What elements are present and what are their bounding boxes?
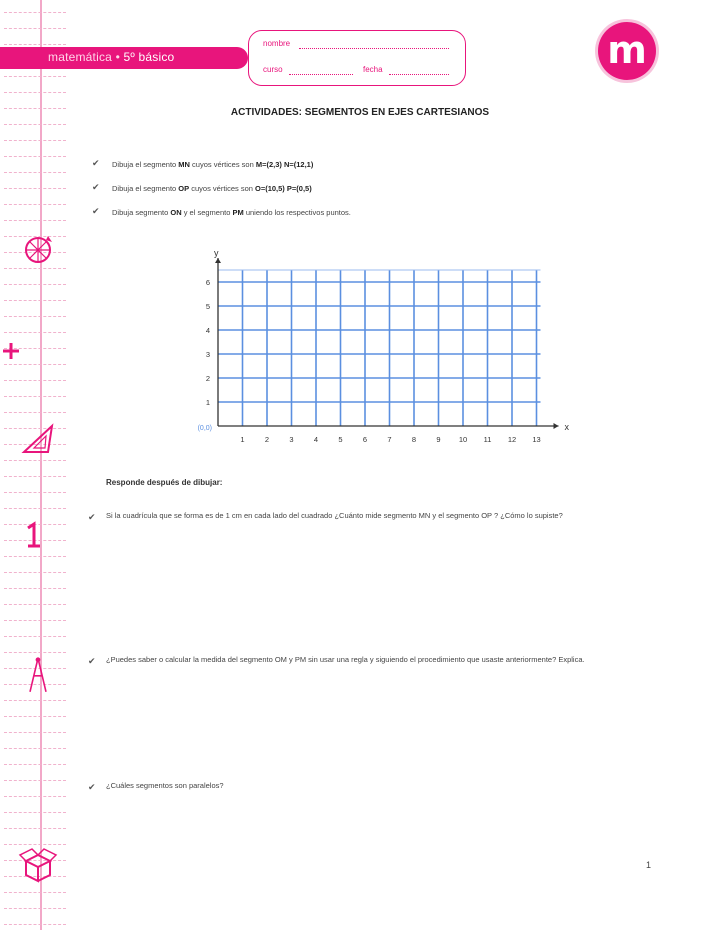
margin-tick: [4, 476, 66, 478]
course-field[interactable]: [289, 73, 353, 75]
margin-tick: [4, 892, 66, 894]
x-tick-label: 4: [313, 435, 319, 444]
check-icon: ✔: [88, 656, 96, 666]
instruction-pts: M=(2,3) N=(12,1): [255, 160, 314, 169]
bullet: •: [115, 50, 124, 64]
x-tick-label: 5: [338, 435, 343, 444]
margin-tick: [4, 764, 66, 766]
y-tick-label: 2: [205, 374, 211, 383]
compass-rose-icon: [18, 230, 58, 270]
margin-tick: [4, 332, 66, 334]
margin-tick: [4, 796, 66, 798]
answer-area-3[interactable]: [106, 800, 646, 850]
logo-letter: m: [607, 28, 647, 72]
answer-area-2[interactable]: [106, 694, 646, 764]
margin-tick: [4, 748, 66, 750]
instruction-post: uniendo los respectivos puntos.: [243, 208, 351, 217]
margin-tick: [4, 28, 66, 30]
margin-tick: [4, 812, 66, 814]
page-number: 1: [646, 860, 652, 870]
margin-tick: [4, 204, 66, 206]
margin-tick: [4, 620, 66, 622]
margin-tick: [4, 124, 66, 126]
instruction-pre: Dibuja el segmento: [112, 184, 179, 193]
date-label: fecha: [363, 65, 383, 74]
margin-tick: [4, 460, 66, 462]
margin-tick: [4, 572, 66, 574]
margin-tick: [4, 828, 66, 830]
x-tick-label: 8: [411, 435, 417, 444]
cartesian-plane[interactable]: [190, 240, 570, 455]
check-icon: ✔: [88, 782, 96, 792]
question-1: Si la cuadrícula que se forma es de 1 cm en cada lado del cuadrado ¿Cuánto mide segmento MN y el segmento OP ? ¿Cómo lo supiste?: [106, 511, 563, 520]
set-square-icon: [18, 418, 58, 458]
instruction-item: [112, 184, 312, 193]
y-tick-label: 6: [205, 278, 211, 287]
instruction-item: [112, 160, 313, 169]
instruction-seg: MN: [178, 160, 190, 169]
y-tick-label: 4: [205, 326, 211, 335]
x-axis-label: x: [564, 422, 569, 432]
x-tick-label: 12: [507, 435, 517, 444]
subject-name: matemática: [48, 50, 113, 64]
respond-label: Responde después de dibujar:: [106, 478, 223, 487]
instruction-mid: cuyos vértices son: [189, 160, 256, 169]
answer-area-1[interactable]: [106, 550, 646, 640]
question-2: ¿Puedes saber o calcular la medida del segmento OM y PM sin usar una regla y siguiendo el procedimiento que usaste anteriormente? Explica.: [106, 655, 585, 664]
x-tick-label: 3: [289, 435, 294, 444]
margin-tick: [4, 652, 66, 654]
instruction-pts: PM: [232, 208, 244, 217]
y-tick-label: 5: [205, 302, 211, 311]
instruction-pre: Dibuja el segmento: [112, 160, 179, 169]
margin-tick: [4, 44, 66, 46]
open-box-icon: [18, 845, 58, 885]
margin-tick: [4, 556, 66, 558]
instruction-seg: ON: [170, 208, 182, 217]
margin-tick: [4, 172, 66, 174]
x-tick-label: 7: [387, 435, 392, 444]
grade-label: 5º básico: [123, 50, 175, 64]
drawing-compass-icon: [18, 655, 58, 695]
number-one-icon: [22, 520, 44, 550]
instruction-mid: y el segmento: [181, 208, 233, 217]
y-tick-label: 3: [205, 350, 211, 359]
instruction-pre: Dibuja segmento: [112, 208, 171, 217]
instruction-item: [112, 208, 351, 217]
y-axis-arrow: [215, 258, 221, 263]
margin-tick: [4, 604, 66, 606]
x-tick-label: 6: [362, 435, 368, 444]
check-icon: ✔: [92, 182, 100, 192]
margin-tick: [4, 364, 66, 366]
margin-tick: [4, 284, 66, 286]
check-icon: ✔: [92, 206, 100, 216]
margin-tick: [4, 12, 66, 14]
x-tick-label: 1: [240, 435, 245, 444]
date-field[interactable]: [389, 73, 449, 75]
check-icon: ✔: [92, 158, 100, 168]
margin-tick: [4, 780, 66, 782]
margin-tick: [4, 380, 66, 382]
margin-tick: [4, 300, 66, 302]
margin-tick: [4, 924, 66, 926]
question-3: ¿Cuáles segmentos son paralelos?: [106, 781, 224, 790]
y-tick-label: 1: [205, 398, 211, 407]
margin-tick: [4, 396, 66, 398]
margin-tick: [4, 588, 66, 590]
margin-tick: [4, 508, 66, 510]
page-title: ACTIVIDADES: SEGMENTOS EN EJES CARTESIANOS: [230, 107, 490, 118]
margin-tick: [4, 220, 66, 222]
margin-tick: [4, 700, 66, 702]
student-info-box: [248, 30, 466, 86]
origin-label: (0,0): [197, 425, 212, 432]
margin-tick: [4, 492, 66, 494]
margin-tick: [4, 732, 66, 734]
instruction-mid: cuyos vértices son: [189, 184, 255, 193]
margin-tick: [4, 908, 66, 910]
instruction-seg: OP: [178, 184, 190, 193]
x-tick-label: 9: [436, 435, 441, 444]
instruction-pts: O=(10,5) P=(0,5): [255, 184, 312, 193]
margin-tick: [4, 92, 66, 94]
course-label: curso: [263, 65, 283, 74]
subject-label: [48, 50, 174, 64]
check-icon: ✔: [88, 512, 96, 522]
x-tick-label: 13: [532, 435, 541, 444]
margin-tick: [4, 188, 66, 190]
x-axis-arrow: [554, 423, 559, 429]
grid-svg[interactable]: [190, 240, 570, 450]
name-field[interactable]: [299, 47, 449, 49]
margin-tick: [4, 636, 66, 638]
margin-tick: [4, 412, 66, 414]
y-axis-label: y: [214, 248, 219, 258]
x-tick-label: 11: [483, 435, 492, 444]
margin-tick: [4, 316, 66, 318]
name-label: nombre: [263, 39, 291, 48]
plus-icon: [0, 340, 22, 362]
margin-tick: [4, 140, 66, 142]
x-tick-label: 2: [264, 435, 270, 444]
margin-tick: [4, 76, 66, 78]
brand-logo: [598, 22, 656, 80]
x-tick-label: 10: [458, 435, 468, 444]
margin-tick: [4, 716, 66, 718]
margin-tick: [4, 156, 66, 158]
